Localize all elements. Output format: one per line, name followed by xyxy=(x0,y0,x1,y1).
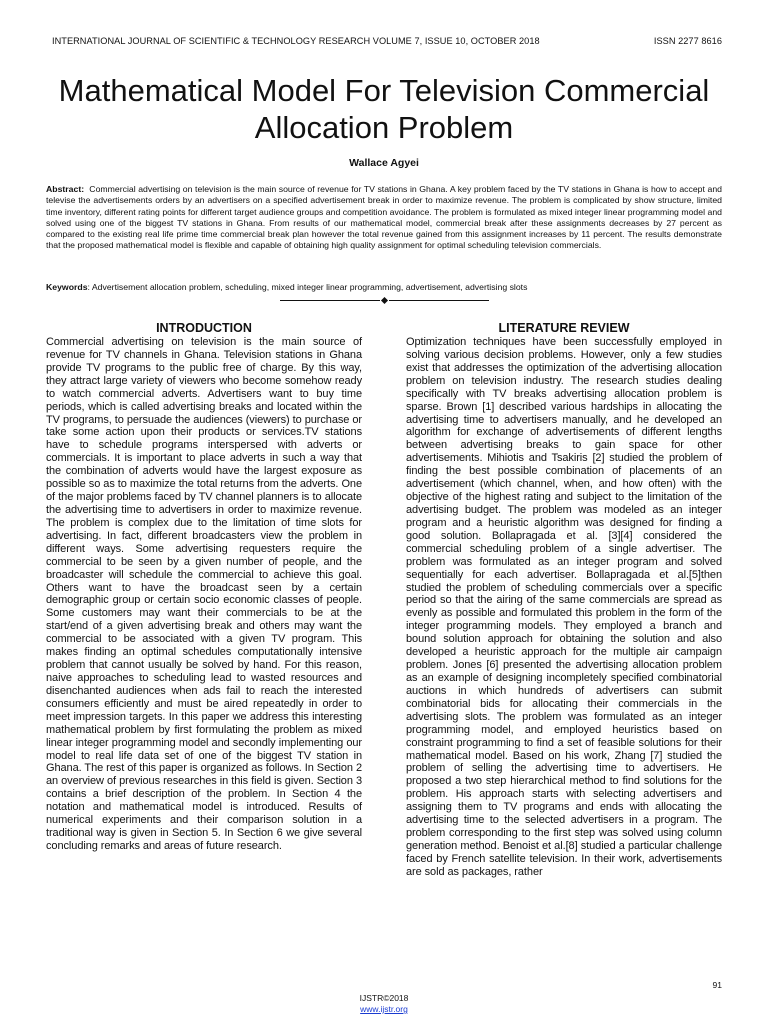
abstract-text: Commercial advertising on television is the main source of revenue for TV stations in Ghana. A key problem faced by the TV stations in Ghana is how to accept and televise the advertisements orders by an advertisers on a specified advertisement break in order to maximize revenue. The problem is complicated by show structure, limited time inventory, different rating points for different target audience groups and competition avoidance. The problem is formulated as mixed integer linear programming model and solved using one of the biggest TV stations in Ghana. From results of our mathematical model, commercial break after these assignments decreases by 27 percent as compared to the existing real life prime time commercial break plan however the total revenue gained from this assignment increases by 11 percent. The results demonstrate that the proposed mathematical model is flexible and capable of obtaining high quality assignment for optimal scheduling television commercials. xyxy=(46,184,722,251)
journal-header xyxy=(52,36,722,50)
journal-name: INTERNATIONAL JOURNAL OF SCIENTIFIC & TECHNOLOGY RESEARCH VOLUME 7, ISSUE 10, OCTOBER 2018 xyxy=(52,36,540,46)
section-divider xyxy=(0,293,768,307)
divider-line-left xyxy=(280,300,380,301)
paper-title: Mathematical Model For Television Commercial Allocation Problem xyxy=(58,73,710,145)
author-name: Wallace Agyei xyxy=(349,157,419,169)
abstract-label: Abstract: xyxy=(46,184,85,194)
issn: ISSN 2277 8616 xyxy=(653,36,722,46)
literature-review-heading: LITERATURE REVIEW xyxy=(498,321,630,335)
keywords xyxy=(46,282,722,293)
introduction-heading: INTRODUCTION xyxy=(156,321,252,335)
divider-line-right xyxy=(389,300,489,301)
introduction-text: Commercial advertising on television is the main source of revenue for TV channels in Ghana. Television stations in Ghana provide TV programs to the public free of charge. By this way, they attract large variety of viewers who become somehow ready to watch commercial adverts. Advertisers want to buy time periods, which is called advertising breaks and located within the TV programs, to persuade the audiences (viewers) to purchase or take some action upon their products or services.TV stations have to schedule programs interspersed with adverts or commercials. It is important to place adverts in such a way that the combination of adverts would have the largest exposure as possible so as to maximize the total returns from the adverts. One of the major problems faced by TV channel planners is to allocate the advertising time to advertisers in order to maximize revenue. The problem is complex due to the limitation of time slots for advertising. In fact, different broadcasters view the problem in different ways. Some advertising requesters require the commercial to be seen by a given number of people, and the broadcaster will schedule the commercial to achieve this goal. Others want to have the broadcast seen by a certain demographic group or certain socio economic classes of people. Some customers may want their commercials to be at the start/end of a given advertising break and others may want the commercial to be associated with a given TV program. This makes finding an optimal schedules computationally intensive problem that cannot usually be solved by hand. For this reason, naive approaches to scheduling lead to wasted resources and disenchanted audiences when ads fail to reach the interested consumers efficiently and must be aired repeatedly in order to meet impression targets. In this paper we address this interesting mathematical problem by first formulating the problem as mixed linear integer programming model and secondly implementing our model to real life data set of one of the biggest TV station in Ghana. The rest of this paper is organized as follows. In Section 2 an overview of previous researches in this field is given. Section 3 contains a brief description of the problem. In Section 4 the notation and mathematical model is introduced. Results of numerical experiments and their comparison solution in a traditional way is given in Section 5. In Section 6 we give several concluding remarks and areas of future research. xyxy=(46,336,362,852)
abstract xyxy=(46,184,722,252)
literature-review-text: Optimization techniques have been successfully employed in solving various decision problems. However, only a few studies exist that addresses the optimization of the advertising allocation problem on television industry. The research studies dealing specifically with TV breaks advertising allocation problem is sparse. Brown [1] described various hardships in allocating the advertising time to advertisers manually, and he developed an algorithm for exchange of advertisements of different lengths between advertising breaks to gain space for other advertisements. Mihiotis and Tsakiris [2] studied the problem of finding the best possible combination of placements of an advertisement (which channel, when, and how often) with the objective of the highest rating and subject to the limitation of the advertising budget. The problem was modeled as an integer program and a heuristic algorithm was designed for finding a good solution. Bollapragada et al. [3][4] considered the commercial scheduling problem of a single advertiser. The problem was formulated as an integer program and solved sequentially for each advertiser. Bollapragada et al.[5]then studied the problem of scheduling commercials over a specific period so that the airing of the same commercials are spread as evenly as possible and formulated this problem in the form of the integer programming models. They employed a branch and bound solution approach for obtaining the solution and also developed a heuristic approach for the multiple air campaign problem. Jones [6] presented the advertising allocation problem as an example of designing incompletely specified combinatorial auctions in which hundreds of advertisers can submit combinatorial bids for allocating their commercials in the advertising slots. The problem was formulated as an integer programming model, and employed heuristics based on constraint programming to find a set of feasible solutions for their mathematical model. Based on his work, Zhang [7] studied the problem of selling the advertising time to advertisers. He proposed a two step hierarchical method to find solutions for the problem. His approach starts with selecting advertisers and assigning them to TV programs and ends with allocating the advertising time to the selected advertisers in a program. The problem corresponding to the first step was solved using column generation method. Benoist et al.[8] studied a particular challenge faced by French satellite television. In their work, advertisements are sold as packages, rather xyxy=(406,336,722,878)
keywords-text: : Advertisement allocation problem, scheduling, mixed integer linear programming, advertisement, advertising slots xyxy=(87,282,528,292)
divider-diamond-icon xyxy=(380,297,387,304)
footer-copyright: IJSTR©2018 xyxy=(359,993,409,1003)
right-column xyxy=(406,320,722,879)
page-number: 91 xyxy=(712,980,722,990)
keywords-label: Keywords xyxy=(46,282,88,292)
left-column xyxy=(46,320,362,853)
footer-url-link[interactable]: www.ijstr.org xyxy=(360,1004,408,1014)
